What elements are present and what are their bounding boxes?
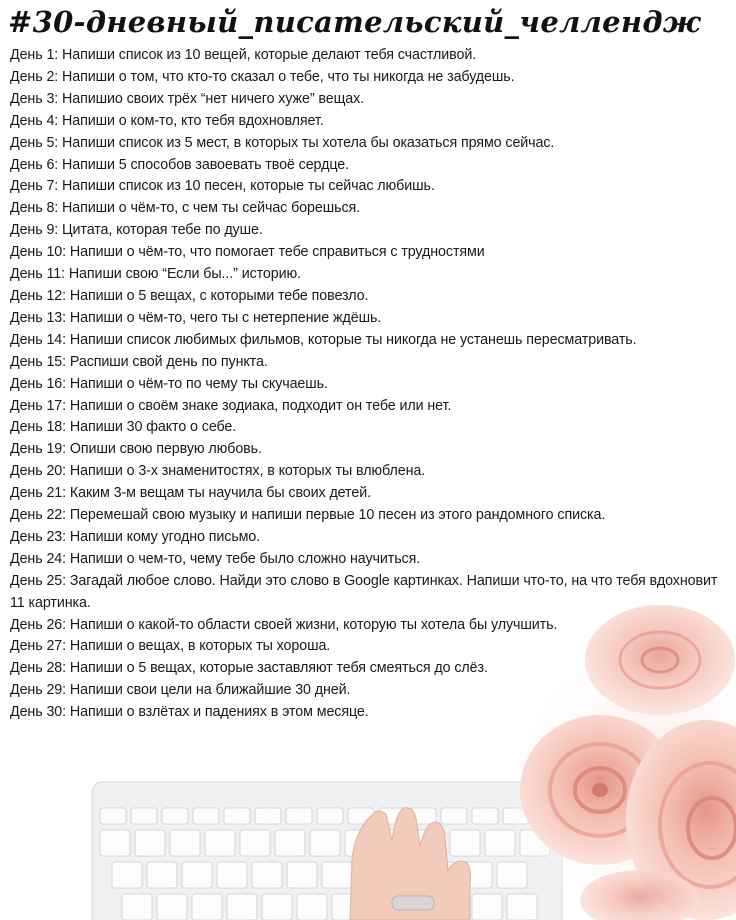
- page-title: #30-дневный_писательский_челлендж: [8, 5, 701, 39]
- challenge-day-item: День 26: Напиши о какой-то области своей жизни, которую ты хотела бы улучшить.: [10, 616, 558, 633]
- challenge-day-item: День 20: Напиши о 3-х знаменитостях, в которых ты влюблена.: [10, 463, 426, 480]
- challenge-day-item: День 28: Напиши о 5 вещах, которые заставляют тебя смеяться до слёз.: [10, 660, 488, 677]
- challenge-day-item: День 16: Напиши о чём-то по чему ты скучаешь.: [10, 375, 328, 392]
- keyboard-key: [286, 808, 312, 824]
- keyboard-key: [147, 862, 177, 888]
- challenge-day-item: День 30: Напиши о взлётах и падениях в этом месяце.: [10, 704, 369, 721]
- keyboard-key: [122, 894, 152, 920]
- keyboard-key: [262, 894, 292, 920]
- challenge-day-item: День 12: Напиши о 5 вещах, с которыми тебе повезло.: [10, 287, 369, 304]
- keyboard-key: [450, 830, 480, 856]
- keyboard-key: [317, 808, 343, 824]
- challenge-day-item: День 1: Напиши список из 10 вещей, которые делают тебя счастливой.: [10, 47, 477, 63]
- keyboard-key: [472, 808, 498, 824]
- challenge-day-item: День 22: Перемешай свою музыку и напиши первые 10 песен из этого рандомного списка.: [10, 507, 606, 524]
- keyboard-key: [507, 894, 537, 920]
- challenge-day-item: День 5: Напиши список из 5 мест, в которых ты хотела бы оказаться прямо сейчас.: [10, 134, 555, 151]
- keyboard-key: [100, 808, 126, 824]
- challenge-day-item: День 3: Напишио своих трёх “нет ничего хуже” вещах.: [10, 90, 365, 107]
- challenge-day-item: День 14: Напиши список любимых фильмов, которые ты никогда не устанешь пересматривать.: [10, 331, 637, 348]
- keyboard-key: [252, 862, 282, 888]
- keyboard-key: [287, 862, 317, 888]
- challenge-day-item: День 25: Загадай любое слово. Найди это слово в Google картинках. Напиши что-то, на что тебя вдохновит 11 картинка.: [10, 572, 718, 611]
- challenge-day-item: День 11: Напиши свою “Если бы...” историю.: [10, 266, 302, 283]
- challenge-day-item: День 9: Цитата, которая тебе по душе.: [10, 222, 263, 239]
- keyboard-key: [193, 808, 219, 824]
- challenge-day-item: День 19: Опиши свою первую любовь.: [10, 441, 262, 458]
- keyboard-key: [100, 830, 130, 856]
- challenge-day-item: День 21: Каким 3-м вещам ты научила бы своих детей.: [10, 485, 371, 502]
- keyboard-key: [227, 894, 257, 920]
- keyboard-key: [224, 808, 250, 824]
- challenge-day-item: День 15: Распиши свой день по пункта.: [10, 353, 268, 370]
- challenge-day-item: День 2: Напиши о том, что кто-то сказал о тебе, что ты никогда не забудешь.: [10, 68, 515, 85]
- keyboard-key: [310, 830, 340, 856]
- challenge-day-item: День 10: Напиши о чём-то, что помогает тебе справиться с трудностями: [10, 244, 485, 261]
- challenge-day-item: День 13: Напиши о чём-то, чего ты с нетерпение ждёшь.: [10, 309, 382, 326]
- challenge-day-item: День 4: Напиши о ком-то, кто тебя вдохновляет.: [10, 112, 324, 129]
- keyboard-key: [112, 862, 142, 888]
- challenge-day-item: День 27: Напиши о вещах, в которых ты хороша.: [10, 638, 331, 655]
- challenge-day-item: День 23: Напиши кому угодно письмо.: [10, 528, 261, 545]
- keyboard-key: [275, 830, 305, 856]
- keyboard-key: [162, 808, 188, 824]
- keyboard-key: [192, 894, 222, 920]
- keyboard-key: [240, 830, 270, 856]
- keyboard-key: [441, 808, 467, 824]
- challenge-day-item: День 7: Напиши список из 10 песен, которые ты сейчас любишь.: [10, 178, 435, 195]
- challenge-list: [10, 45, 734, 724]
- challenge-day-item: День 6: Напиши 5 способов завоевать твоё сердце.: [10, 156, 349, 173]
- keyboard-key: [217, 862, 247, 888]
- challenge-day-item: День 17: Напиши о своём знаке зодиака, подходит он тебе или нет.: [10, 397, 452, 414]
- keyboard-key: [182, 862, 212, 888]
- keyboard-key: [157, 894, 187, 920]
- keyboard-key: [205, 830, 235, 856]
- keyboard-key: [322, 862, 352, 888]
- challenge-day-item: День 8: Напиши о чём-то, с чем ты сейчас борешься.: [10, 200, 361, 217]
- keyboard-key: [472, 894, 502, 920]
- keyboard-image: [92, 782, 562, 920]
- challenge-day-item: День 29: Напиши свои цели на ближайшие 30 дней.: [10, 682, 351, 699]
- keyboard-key: [170, 830, 200, 856]
- challenge-day-item: День 24: Напиши о чем-то, чему тебе было сложно научиться.: [10, 550, 421, 567]
- keyboard-key: [255, 808, 281, 824]
- keyboard-key: [135, 830, 165, 856]
- keyboard-key: [131, 808, 157, 824]
- challenge-day-item: День 18: Напиши 30 факто о себе.: [10, 419, 237, 436]
- keyboard-key: [297, 894, 327, 920]
- keyboard-key: [497, 862, 527, 888]
